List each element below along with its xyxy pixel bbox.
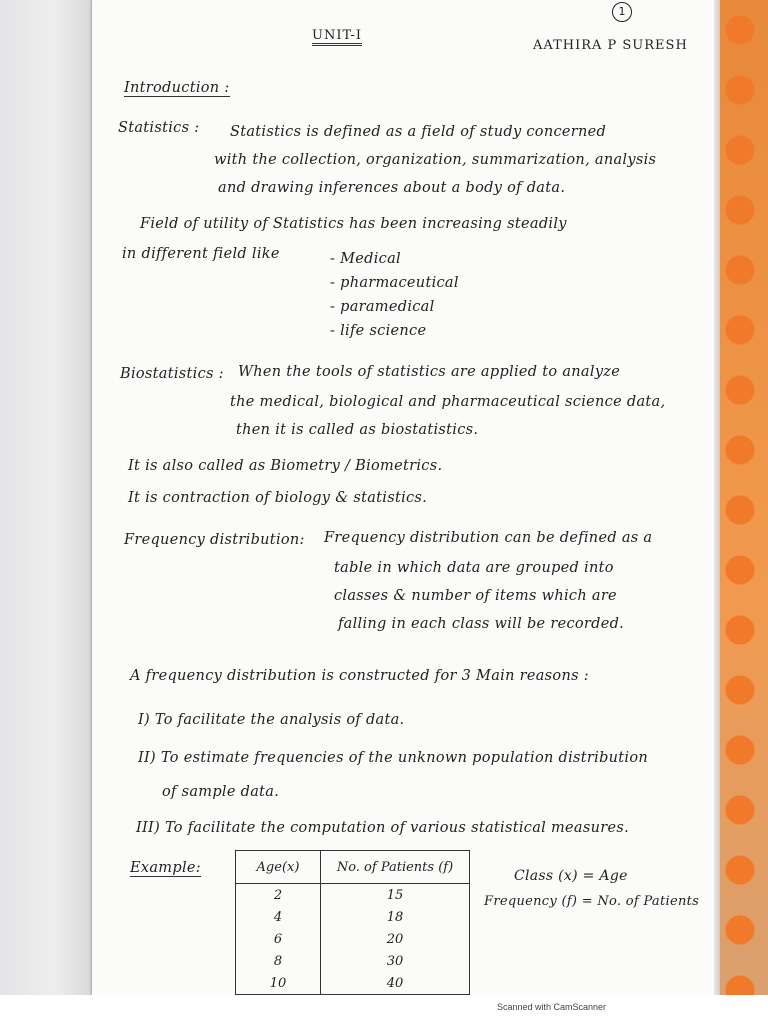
reason-3: III) To facilitate the computation of various statistical measures. xyxy=(136,820,629,836)
table-cell: 15 xyxy=(321,884,470,907)
table-cell: 8 xyxy=(236,950,321,972)
frequency-table xyxy=(235,850,470,995)
biostatistics-line-3: then it is called as biostatistics. xyxy=(236,422,479,438)
biostatistics-line-1: When the tools of statistics are applied to analyze xyxy=(238,364,621,380)
frequency-label: Frequency distribution: xyxy=(124,532,305,548)
field-item: - life science xyxy=(330,323,427,339)
statistics-label: Statistics : xyxy=(118,120,200,136)
table-cell: 10 xyxy=(236,972,321,995)
page-edge xyxy=(714,0,720,995)
table-cell: 18 xyxy=(321,906,470,928)
table-row xyxy=(236,906,470,928)
statistics-line-2: with the collection, organization, summarization, analysis xyxy=(214,152,657,168)
frequency-note: Frequency (f) = No. of Patients xyxy=(484,894,700,909)
reason-1: I) To facilitate the analysis of data. xyxy=(138,712,405,728)
class-note: Class (x) = Age xyxy=(514,868,628,884)
statistics-line-3: and drawing inferences about a body of data. xyxy=(218,180,566,196)
table-cell: 4 xyxy=(236,906,321,928)
table-header-row xyxy=(236,851,470,884)
table-row xyxy=(236,884,470,907)
table-cell: 6 xyxy=(236,928,321,950)
utility-line-2: in different field like xyxy=(122,246,280,262)
table-cell: 2 xyxy=(236,884,321,907)
also-called-line: It is also called as Biometry / Biometrics. xyxy=(128,458,443,474)
contraction-line: It is contraction of biology & statistics. xyxy=(128,490,428,506)
table-row xyxy=(236,972,470,995)
section-heading: Introduction : xyxy=(124,80,230,96)
scanner-footer: Scanned with CamScanner xyxy=(497,1002,607,1012)
reason-2-continued: of sample data. xyxy=(162,784,280,800)
frequency-line-2: table in which data are grouped into xyxy=(334,560,614,576)
column-header: No. of Patients (f) xyxy=(321,851,470,884)
field-item: - paramedical xyxy=(330,299,435,315)
table-row xyxy=(236,928,470,950)
table-cell: 40 xyxy=(321,972,470,995)
column-header: Age(x) xyxy=(236,851,321,884)
background-left xyxy=(0,0,92,995)
biostatistics-label: Biostatistics : xyxy=(120,366,224,382)
page-number: 1 xyxy=(612,2,632,22)
frequency-line-3: classes & number of items which are xyxy=(334,588,617,604)
author-name: AATHIRA P SURESH xyxy=(533,38,688,53)
statistics-line-1: Statistics is defined as a field of study concerned xyxy=(230,124,607,140)
reason-2: II) To estimate frequencies of the unknown population distribution xyxy=(138,750,649,766)
table-cell: 20 xyxy=(321,928,470,950)
table-cell: 30 xyxy=(321,950,470,972)
field-item: - pharmaceutical xyxy=(330,275,459,291)
biostatistics-line-2: the medical, biological and pharmaceutical science data, xyxy=(230,394,666,410)
field-item: - Medical xyxy=(330,251,401,267)
unit-title: UNIT-I xyxy=(312,28,362,46)
reasons-intro: A frequency distribution is constructed for 3 Main reasons : xyxy=(130,668,589,684)
table-row xyxy=(236,950,470,972)
utility-line-1: Field of utility of Statistics has been increasing steadily xyxy=(140,216,567,232)
bottom-strip xyxy=(0,995,768,1024)
example-label: Example: xyxy=(130,860,201,876)
frequency-line-1: Frequency distribution can be defined as a xyxy=(324,530,653,546)
frequency-line-4: falling in each class will be recorded. xyxy=(338,616,625,632)
